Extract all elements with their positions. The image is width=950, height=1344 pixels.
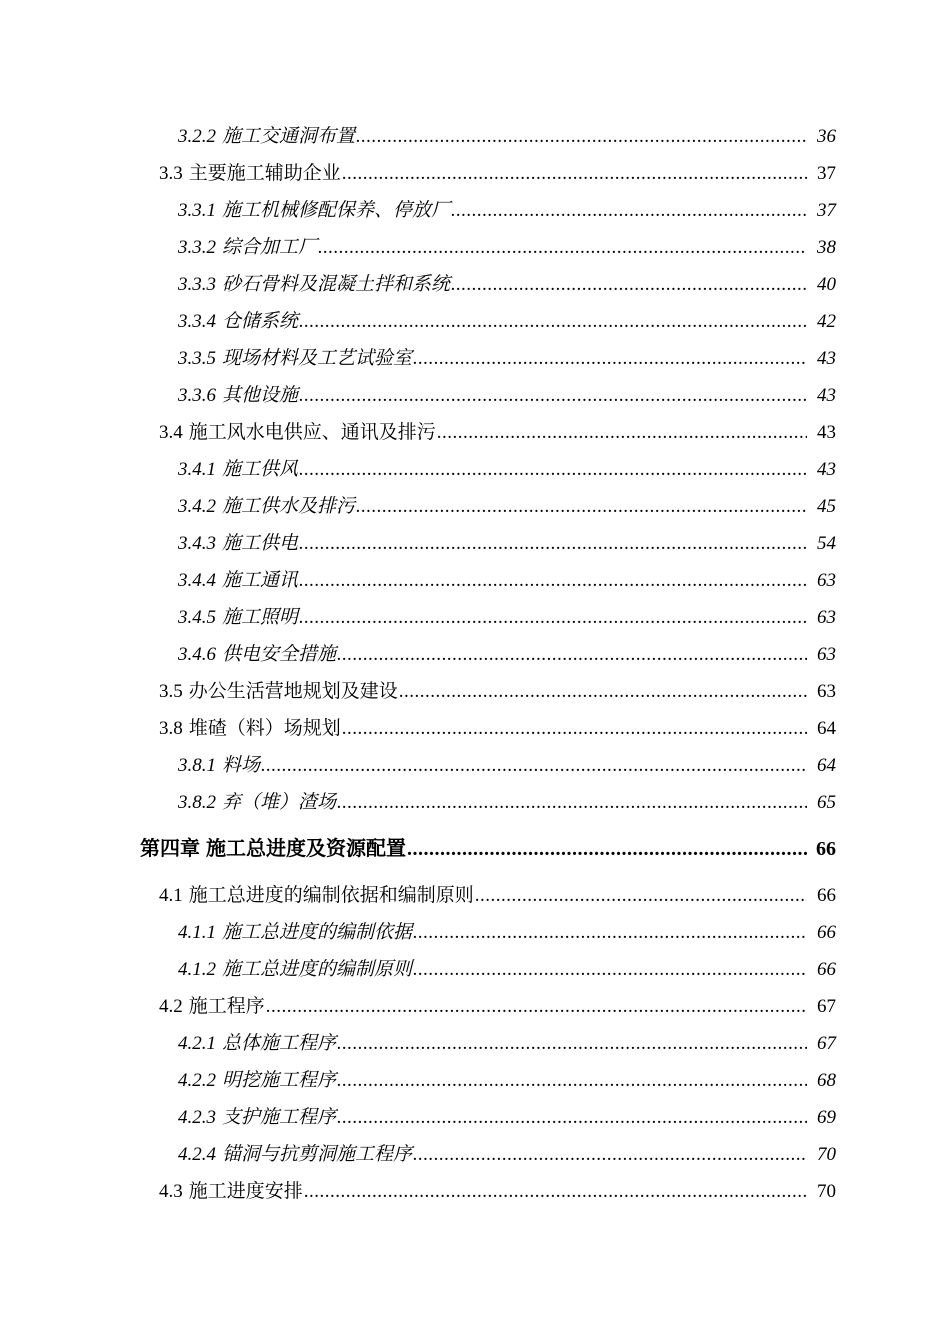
toc-section-entry[interactable]	[0, 673, 950, 710]
toc-page-number: 42	[817, 311, 836, 332]
toc-entry-number: 4.1	[159, 885, 183, 906]
toc-entry-title: 办公生活营地规划及建设	[188, 681, 398, 702]
toc-entry-title: 供电安全措施	[222, 644, 337, 665]
toc-entry-number: 4.1.2	[178, 959, 216, 980]
toc-entry-title: 主要施工辅助企业	[188, 163, 341, 184]
toc-subsection-entry[interactable]	[0, 266, 950, 303]
toc-dot-leader	[299, 451, 807, 488]
toc-entry-title: 其他设施	[222, 385, 299, 406]
toc-dot-leader	[299, 599, 807, 636]
toc-entry-number: 4.2.1	[178, 1033, 216, 1054]
toc-dot-leader	[413, 951, 807, 988]
toc-page-number: 43	[817, 348, 836, 369]
toc-entry-title: 总体施工程序	[222, 1033, 337, 1054]
toc-dot-leader	[407, 821, 807, 877]
toc-entry-title: 综合加工厂	[222, 237, 318, 258]
toc-entry-title: 施工程序	[188, 996, 265, 1017]
toc-entry-title: 施工通讯	[222, 570, 299, 591]
toc-page-number: 38	[817, 237, 836, 258]
toc-page-number: 36	[817, 126, 836, 147]
toc-page-number: 37	[817, 200, 836, 221]
toc-subsection-entry[interactable]	[0, 784, 950, 821]
toc-subsection-entry[interactable]	[0, 599, 950, 636]
toc-entry-title: 施工交通洞布置	[222, 126, 356, 147]
toc-dot-leader	[261, 747, 807, 784]
toc-subsection-entry[interactable]	[0, 340, 950, 377]
toc-page-number: 37	[817, 163, 836, 184]
toc-page-number: 63	[817, 644, 836, 665]
toc-subsection-entry[interactable]	[0, 636, 950, 673]
toc-page-number: 66	[816, 838, 836, 860]
toc-dot-leader	[451, 266, 807, 303]
toc-subsection-entry[interactable]	[0, 562, 950, 599]
toc-section-entry[interactable]	[0, 155, 950, 192]
toc-subsection-entry[interactable]	[0, 1062, 950, 1099]
toc-page-number: 70	[817, 1144, 836, 1165]
toc-entry-title: 施工供风	[222, 459, 299, 480]
toc-entry-title: 施工照明	[222, 607, 299, 628]
toc-entry-number: 3.4.4	[178, 570, 216, 591]
toc-page-number: 63	[817, 681, 836, 702]
toc-section-entry[interactable]	[0, 414, 950, 451]
toc-page-number: 66	[817, 959, 836, 980]
toc-section-entry[interactable]	[0, 877, 950, 914]
toc-entry-title: 仓储系统	[222, 311, 299, 332]
toc-dot-leader	[451, 192, 807, 229]
toc-list	[0, 118, 950, 1210]
toc-dot-leader	[304, 1173, 807, 1210]
toc-entry-title: 施工机械修配保养、停放厂	[222, 200, 451, 221]
toc-dot-leader	[299, 562, 807, 599]
toc-subsection-entry[interactable]	[0, 951, 950, 988]
toc-entry-title: 料场	[222, 755, 261, 776]
toc-entry-title: 施工总进度的编制依据	[222, 922, 413, 943]
toc-dot-leader	[337, 1025, 807, 1062]
toc-subsection-entry[interactable]	[0, 118, 950, 155]
toc-dot-leader	[437, 414, 807, 451]
toc-dot-leader	[342, 155, 807, 192]
toc-entry-title: 现场材料及工艺试验室	[222, 348, 413, 369]
toc-entry-title: 施工总进度的编制依据和编制原则	[188, 885, 474, 906]
toc-entry-number: 4.2.4	[178, 1144, 216, 1165]
toc-entry-number: 第四章	[140, 838, 200, 860]
toc-page-number: 67	[817, 996, 836, 1017]
toc-page-number: 54	[817, 533, 836, 554]
toc-subsection-entry[interactable]	[0, 525, 950, 562]
toc-entry-number: 4.3	[159, 1181, 183, 1202]
toc-entry-title: 锚洞与抗剪洞施工程序	[222, 1144, 413, 1165]
toc-page-number: 43	[817, 459, 836, 480]
toc-subsection-entry[interactable]	[0, 1099, 950, 1136]
toc-entry-number: 3.3	[159, 163, 183, 184]
toc-dot-leader	[318, 229, 807, 266]
toc-dot-leader	[399, 673, 807, 710]
toc-dot-leader	[475, 877, 807, 914]
toc-dot-leader	[413, 914, 807, 951]
toc-page-number: 43	[817, 422, 836, 443]
toc-page-number: 63	[817, 570, 836, 591]
toc-entry-number: 4.2.2	[178, 1070, 216, 1091]
toc-entry-title: 施工总进度的编制原则	[222, 959, 413, 980]
toc-subsection-entry[interactable]	[0, 1025, 950, 1062]
toc-dot-leader	[337, 1062, 807, 1099]
toc-entry-number: 3.4.5	[178, 607, 216, 628]
toc-page-number: 68	[817, 1070, 836, 1091]
toc-entry-number: 3.8.2	[178, 792, 216, 813]
toc-entry-number: 3.4.1	[178, 459, 216, 480]
toc-entry-title: 堆碴（料）场规划	[188, 718, 341, 739]
toc-entry-number: 3.8.1	[178, 755, 216, 776]
toc-section-entry[interactable]	[0, 1173, 950, 1210]
toc-chapter-entry[interactable]	[0, 821, 950, 877]
toc-page-number: 69	[817, 1107, 836, 1128]
toc-entry-title: 施工风水电供应、通讯及排污	[188, 422, 436, 443]
toc-entry-number: 3.4.2	[178, 496, 216, 517]
toc-entry-title: 明挖施工程序	[222, 1070, 337, 1091]
toc-entry-number: 3.3.6	[178, 385, 216, 406]
toc-entry-number: 3.2.2	[178, 126, 216, 147]
toc-subsection-entry[interactable]	[0, 377, 950, 414]
toc-entry-number: 3.3.5	[178, 348, 216, 369]
toc-page-number: 63	[817, 607, 836, 628]
toc-page-number: 66	[817, 922, 836, 943]
toc-entry-number: 3.4	[159, 422, 183, 443]
toc-section-entry[interactable]	[0, 988, 950, 1025]
toc-dot-leader	[342, 710, 807, 747]
toc-entry-number: 3.3.3	[178, 274, 216, 295]
table-of-contents	[0, 118, 950, 1210]
toc-subsection-entry[interactable]	[0, 229, 950, 266]
toc-entry-number: 3.4.6	[178, 644, 216, 665]
toc-section-entry[interactable]	[0, 710, 950, 747]
toc-dot-leader	[337, 636, 807, 673]
toc-subsection-entry[interactable]	[0, 1136, 950, 1173]
toc-page-number: 65	[817, 792, 836, 813]
toc-subsection-entry[interactable]	[0, 451, 950, 488]
toc-entry-number: 4.2	[159, 996, 183, 1017]
toc-dot-leader	[413, 340, 807, 377]
toc-entry-title: 支护施工程序	[222, 1107, 337, 1128]
toc-entry-number: 3.8	[159, 718, 183, 739]
toc-subsection-entry[interactable]	[0, 303, 950, 340]
toc-entry-title: 施工供水及排污	[222, 496, 356, 517]
toc-entry-number: 4.1.1	[178, 922, 216, 943]
toc-page-number: 66	[817, 885, 836, 906]
toc-page-number: 64	[817, 718, 836, 739]
toc-dot-leader	[356, 488, 807, 525]
toc-entry-number: 3.5	[159, 681, 183, 702]
toc-subsection-entry[interactable]	[0, 914, 950, 951]
toc-dot-leader	[337, 784, 807, 821]
toc-entry-title: 施工供电	[222, 533, 299, 554]
toc-dot-leader	[266, 988, 807, 1025]
toc-entry-title: 弃（堆）渣场	[222, 792, 337, 813]
toc-entry-number: 3.3.2	[178, 237, 216, 258]
toc-entry-number: 3.3.1	[178, 200, 216, 221]
toc-subsection-entry[interactable]	[0, 192, 950, 229]
toc-subsection-entry[interactable]	[0, 488, 950, 525]
toc-page-number: 40	[817, 274, 836, 295]
toc-subsection-entry[interactable]	[0, 747, 950, 784]
toc-entry-number: 3.4.3	[178, 533, 216, 554]
toc-dot-leader	[413, 1136, 807, 1173]
toc-entry-title: 砂石骨料及混凝土拌和系统	[222, 274, 451, 295]
toc-page-number: 43	[817, 385, 836, 406]
toc-entry-number: 4.2.3	[178, 1107, 216, 1128]
toc-entry-title: 施工总进度及资源配置	[206, 838, 406, 860]
toc-dot-leader	[299, 303, 807, 340]
toc-dot-leader	[299, 525, 807, 562]
toc-dot-leader	[337, 1099, 807, 1136]
toc-entry-number: 3.3.4	[178, 311, 216, 332]
toc-entry-title: 施工进度安排	[188, 1181, 303, 1202]
toc-page-number: 45	[817, 496, 836, 517]
toc-page-number: 64	[817, 755, 836, 776]
toc-dot-leader	[299, 377, 807, 414]
toc-page-number: 70	[817, 1181, 836, 1202]
toc-page-number: 67	[817, 1033, 836, 1054]
toc-dot-leader	[356, 118, 807, 155]
